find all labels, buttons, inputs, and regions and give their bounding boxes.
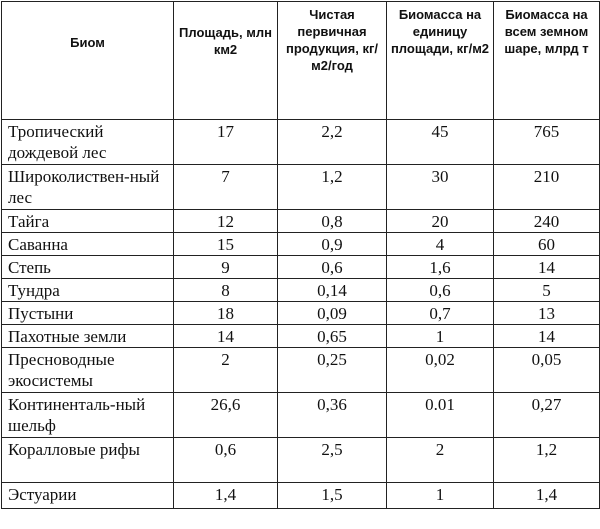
biomass-total-value: 60 xyxy=(494,233,600,256)
area-value: 14 xyxy=(174,325,278,348)
biomass-total-value: 240 xyxy=(494,210,600,233)
biomass-per-area-value: 0,7 xyxy=(387,302,494,325)
table-row xyxy=(2,483,600,509)
header-biomass-per-area: Биомасса на единицу площади, кг/м2 xyxy=(387,2,494,120)
biome-name: Континенталь-ный шельф xyxy=(2,393,174,438)
table-row xyxy=(2,438,600,483)
area-value: 15 xyxy=(174,233,278,256)
npp-value: 0,14 xyxy=(278,279,387,302)
table-row xyxy=(2,120,600,165)
table-row xyxy=(2,256,600,279)
biomass-total-value: 14 xyxy=(494,256,600,279)
biomass-per-area-value: 45 xyxy=(387,120,494,165)
area-value: 9 xyxy=(174,256,278,279)
area-value: 2 xyxy=(174,348,278,393)
biomass-total-value: 210 xyxy=(494,165,600,210)
biomass-per-area-value: 2 xyxy=(387,438,494,483)
biomass-total-value: 5 xyxy=(494,279,600,302)
biomass-per-area-value: 30 xyxy=(387,165,494,210)
npp-value: 1,5 xyxy=(278,483,387,509)
table-row xyxy=(2,165,600,210)
biomass-total-value: 0,05 xyxy=(494,348,600,393)
biomass-per-area-value: 0,02 xyxy=(387,348,494,393)
biome-name: Пустыни xyxy=(2,302,174,325)
biome-name: Эстуарии xyxy=(2,483,174,509)
header-biomass-total: Биомасса на всем земном шаре, млрд т xyxy=(494,2,600,120)
npp-value: 0,09 xyxy=(278,302,387,325)
biomass-per-area-value: 20 xyxy=(387,210,494,233)
npp-value: 0,8 xyxy=(278,210,387,233)
biome-name: Степь xyxy=(2,256,174,279)
table-row xyxy=(2,279,600,302)
npp-value: 0,6 xyxy=(278,256,387,279)
biomass-total-value: 13 xyxy=(494,302,600,325)
table-row xyxy=(2,210,600,233)
area-value: 17 xyxy=(174,120,278,165)
biomass-per-area-value: 1,6 xyxy=(387,256,494,279)
npp-value: 0,9 xyxy=(278,233,387,256)
area-value: 1,4 xyxy=(174,483,278,509)
biome-name: Тайга xyxy=(2,210,174,233)
area-value: 12 xyxy=(174,210,278,233)
biomass-total-value: 1,4 xyxy=(494,483,600,509)
biome-productivity-table xyxy=(1,1,600,509)
biome-name: Широколиствен-ный лес xyxy=(2,165,174,210)
table-row xyxy=(2,233,600,256)
biome-name: Саванна xyxy=(2,233,174,256)
table-row xyxy=(2,393,600,438)
table-row xyxy=(2,348,600,393)
area-value: 26,6 xyxy=(174,393,278,438)
area-value: 7 xyxy=(174,165,278,210)
biomass-total-value: 765 xyxy=(494,120,600,165)
biomass-total-value: 0,27 xyxy=(494,393,600,438)
biome-name: Пресноводные экосистемы xyxy=(2,348,174,393)
biomass-per-area-value: 0.01 xyxy=(387,393,494,438)
biomass-total-value: 14 xyxy=(494,325,600,348)
table-row xyxy=(2,302,600,325)
biomass-per-area-value: 1 xyxy=(387,325,494,348)
npp-value: 1,2 xyxy=(278,165,387,210)
header-row xyxy=(2,2,600,120)
npp-value: 2,2 xyxy=(278,120,387,165)
area-value: 18 xyxy=(174,302,278,325)
npp-value: 0,36 xyxy=(278,393,387,438)
biome-name: Тундра xyxy=(2,279,174,302)
npp-value: 2,5 xyxy=(278,438,387,483)
npp-value: 0,25 xyxy=(278,348,387,393)
header-biome: Биом xyxy=(2,2,174,120)
table-row xyxy=(2,325,600,348)
npp-value: 0,65 xyxy=(278,325,387,348)
biomass-per-area-value: 4 xyxy=(387,233,494,256)
header-npp: Чистая первичная продукция, кг/м2/год xyxy=(278,2,387,120)
biome-name: Коралловые рифы xyxy=(2,438,174,483)
biomass-total-value: 1,2 xyxy=(494,438,600,483)
header-area: Площадь, млн км2 xyxy=(174,2,278,120)
biomass-per-area-value: 0,6 xyxy=(387,279,494,302)
area-value: 0,6 xyxy=(174,438,278,483)
biome-name: Тропический дождевой лес xyxy=(2,120,174,165)
biomass-per-area-value: 1 xyxy=(387,483,494,509)
biome-name: Пахотные земли xyxy=(2,325,174,348)
area-value: 8 xyxy=(174,279,278,302)
